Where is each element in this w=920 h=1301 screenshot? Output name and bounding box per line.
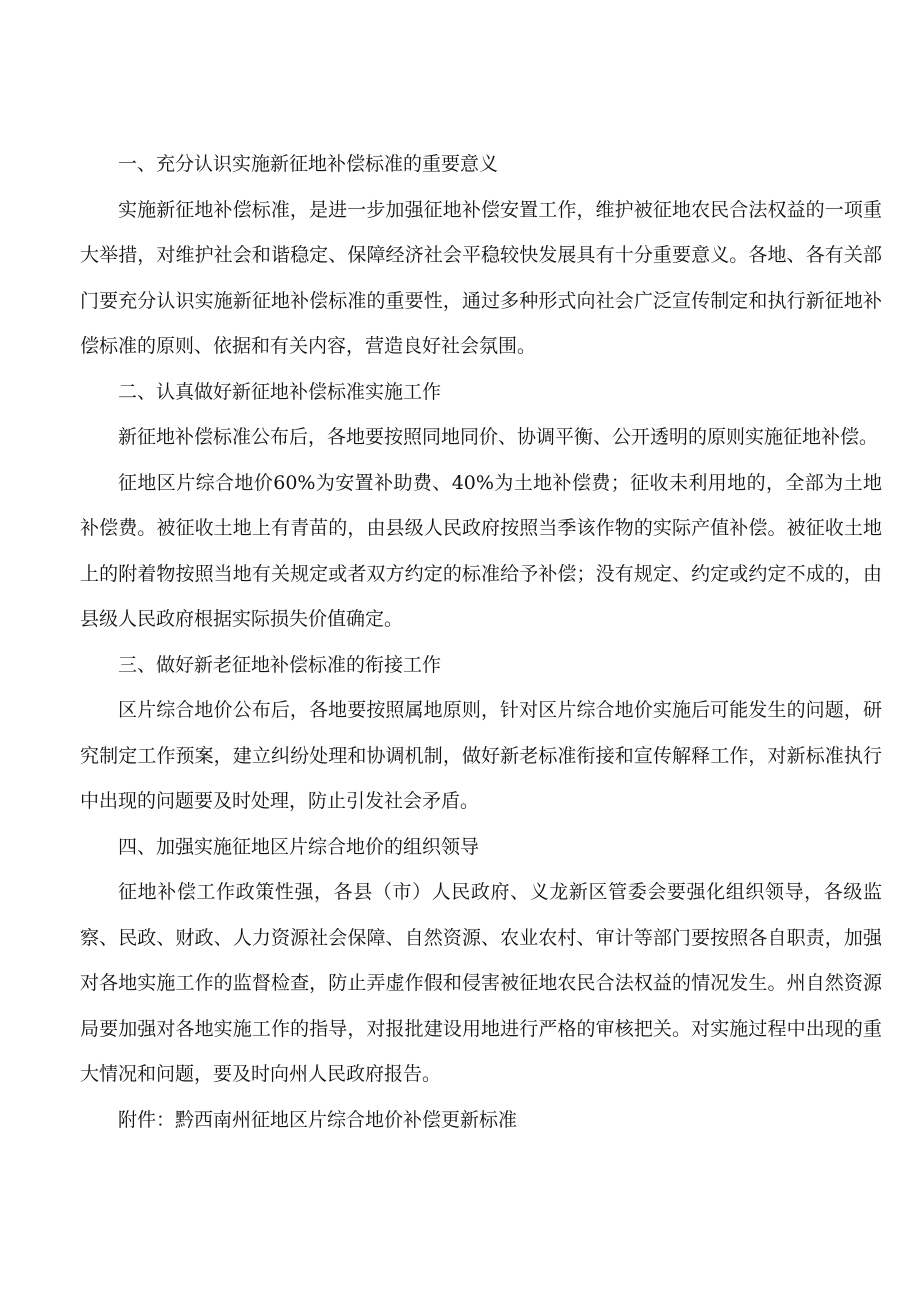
section-heading-4: 四、加强实施征地区片综合地价的组织领导 [118, 835, 480, 858]
section-heading-1: 一、充分认识实施新征地补偿标准的重要意义 [118, 153, 499, 175]
section-2-paragraph-1: 新征地补偿标准公布后，各地要按照同地同价、协调平衡、公开透明的原则实施征地补偿。 [118, 426, 879, 448]
section-heading-2: 二、认真做好新征地补偿标准实施工作 [118, 380, 442, 403]
section-1-paragraph-1: 实施新征地补偿标准，是进一步加强征地补偿安置工作，维护被征地农民合法权益的一项重大举措，对维护社会和谐稳定、保障经济社会平稳较快发展具有十分重要意义。各地、各有关部门要充分认识实施新征地补偿标准的重要性，通过多种形式向社会广泛宣传制定和执行新征地补偿标准的原则、依据和有关内容，营造良好社会氛围。 [80, 198, 882, 357]
section-4-paragraph-1: 征地补偿工作政策性强，各县（市）人民政府、义龙新区管委会要强化组织领导，各级监察、民政、财政、人力资源社会保障、自然资源、农业农村、审计等部门要按照各自职责，加强对各地实施工作的监督检查，防止弄虚作假和侵害被征地农民合法权益的情况发生。州自然资源局要加强对各地实施工作的指导，对报批建设用地进行严格的审核把关。对实施过程中出现的重大情况和问题，要及时向州人民政府报告。 [80, 881, 882, 1085]
section-2-paragraph-2: 征地区片综合地价60%为安置补助费、40%为土地补偿费；征收未利用地的，全部为土地补偿费。被征收土地上有青苗的，由县级人民政府按照当季该作物的实际产值补偿。被征收土地上的附着物按照当地有关规定或者双方约定的标准给予补偿；没有规定、约定或约定不成的，由县级人民政府根据实际损失价值确定。 [80, 471, 882, 630]
section-3-paragraph-1: 区片综合地价公布后，各地要按照属地原则，针对区片综合地价实施后可能发生的问题，研究制定工作预案，建立纠纷处理和协调机制，做好新老标准衔接和宣传解释工作，对新标准执行中出现的问题要及时处理，防止引发社会矛盾。 [80, 699, 882, 812]
section-heading-3: 三、做好新老征地补偿标准的衔接工作 [118, 653, 442, 676]
attachment-line: 附件：黔西南州征地区片综合地价补偿更新标准 [118, 1108, 518, 1131]
